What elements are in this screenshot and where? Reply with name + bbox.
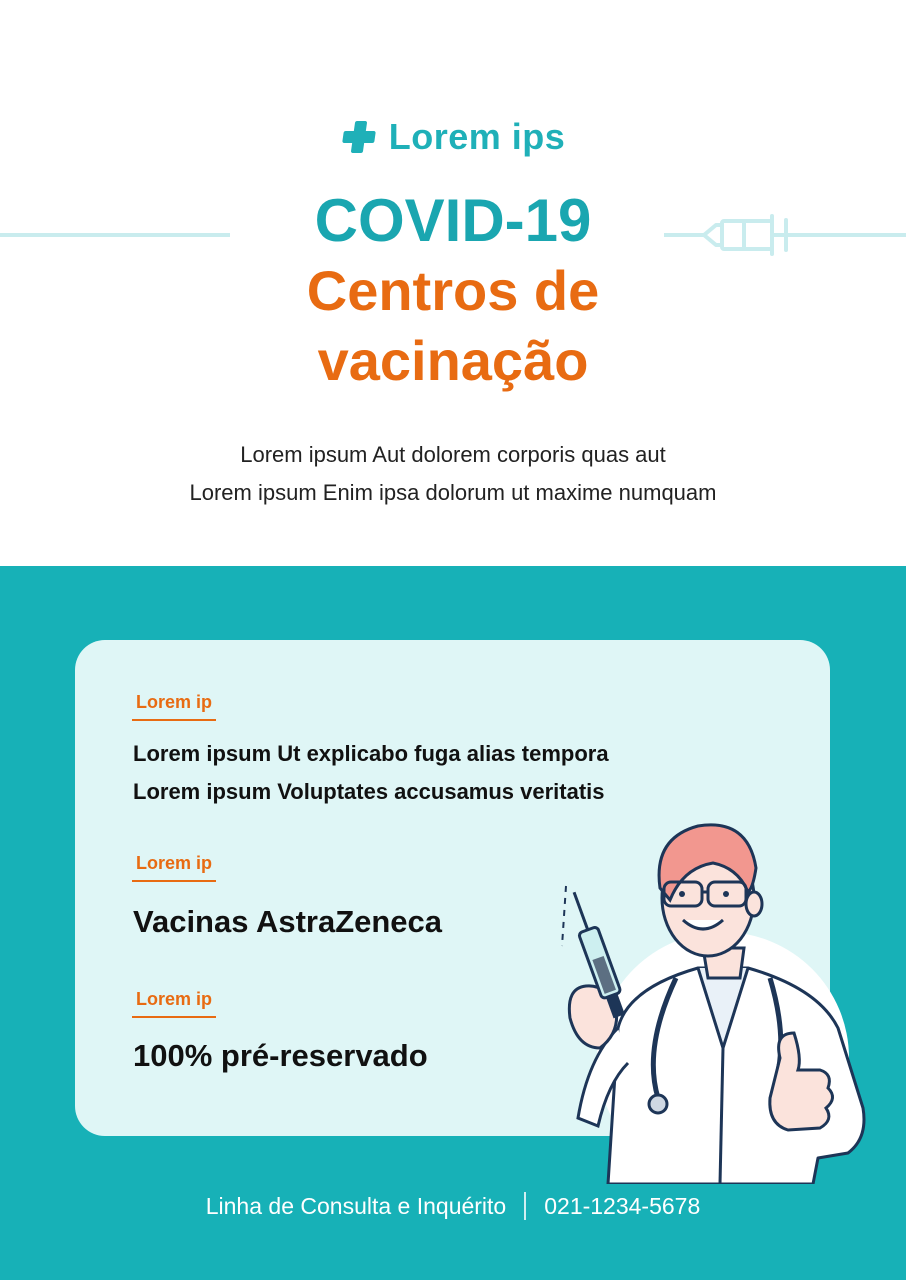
subtitle-line-2: Lorem ipsum Enim ipsa dolorum ut maxime numquam: [189, 480, 717, 505]
title-covid: COVID-19: [314, 187, 592, 254]
medical-cross-icon: [341, 119, 377, 155]
logo-text: Lorem ips: [388, 116, 566, 157]
title-line-3: vacinação: [317, 329, 589, 392]
section-tag: Lorem ip: [132, 853, 216, 882]
logo: [0, 112, 906, 162]
reservation-status: 100% pré-reservado: [133, 1038, 428, 1073]
doctor-illustration: [548, 808, 878, 1184]
info-line-1: Lorem ipsum Ut explicabo fuga alias tempora: [133, 741, 609, 766]
title-line-2: Centros de: [306, 259, 600, 322]
info-line-2: Lorem ipsum Voluptates accusamus veritatis: [133, 779, 605, 804]
section-tag: Lorem ip: [132, 692, 216, 721]
vaccine-name: Vacinas AstraZeneca: [133, 904, 443, 939]
footer: [0, 1188, 906, 1224]
footer-phone[interactable]: 021-1234-5678: [544, 1192, 701, 1219]
footer-label: Linha de Consulta e Inquérito: [205, 1192, 507, 1219]
section-tag: Lorem ip: [132, 989, 216, 1018]
header-section: [0, 0, 906, 566]
subtitle-line-1: Lorem ipsum Aut dolorem corporis quas aut: [240, 442, 666, 467]
footer-divider: [524, 1192, 526, 1220]
